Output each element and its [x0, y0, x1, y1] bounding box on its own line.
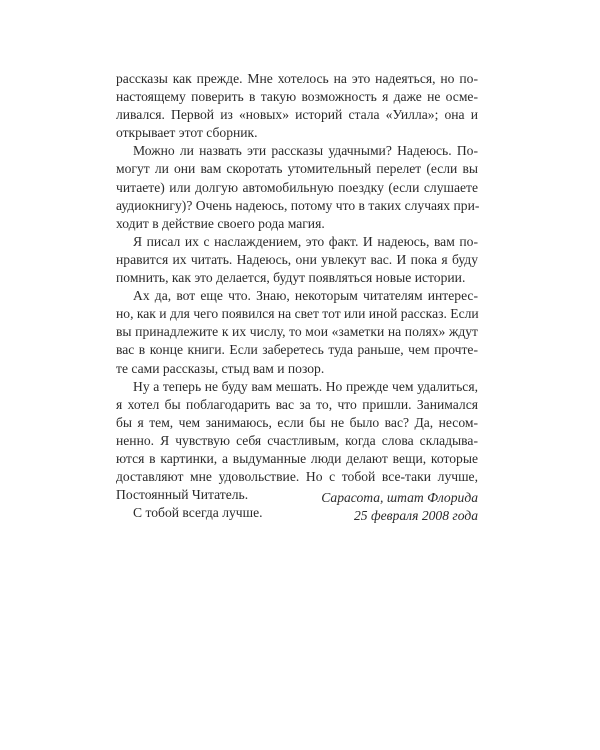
- text-line: доставляют мне удовольствие. Но с тобой все-таки лучше,: [116, 469, 478, 485]
- signature-block: [116, 489, 478, 525]
- text-line: ются в картинки, а выдуманные люди делают вещи, которые: [116, 450, 478, 466]
- text-line: Постоянный Читатель.: [116, 487, 249, 503]
- text-line: те сами рассказы, стыд вам и позор.: [116, 360, 325, 376]
- text-line: бы я тем, чем занимаюсь, если бы не было вас? Да, несом-: [116, 414, 478, 430]
- text-line: открывает этот сборник.: [116, 125, 258, 141]
- text-line: но, как и для чего появился на свет тот или иной рассказ. Если: [116, 306, 479, 322]
- text-line: Я писал их с наслаждением, это факт. И надеюсь, вам по-: [133, 233, 478, 249]
- text-line: читаете) или долгую автомобильную поездку (если слушаете: [116, 179, 478, 195]
- text-line: аудиокнигу)? Очень надеюсь, потому что в таких случаях при-: [116, 197, 480, 213]
- text-line: Ну а теперь не буду вам мешать. Но прежде чем удалиться,: [133, 378, 478, 394]
- text-line: ходит в действие своего рода магия.: [116, 215, 325, 231]
- text-line: Можно ли назвать эти рассказы удачными? Надеюсь. По-: [133, 143, 478, 159]
- signature-date: 25 февраля 2008 года: [354, 508, 478, 524]
- text-line: нравится их читать. Надеюсь, они увлекут вас. И пока я буду: [116, 251, 478, 267]
- book-page: [116, 70, 478, 522]
- text-line: рассказы как прежде. Мне хотелось на это надеяться, но по-: [116, 71, 478, 86]
- text-line: Ах да, вот еще что. Знаю, некоторым читателям интерес-: [133, 288, 478, 304]
- signature-place: Сарасота, штат Флорида: [321, 490, 478, 505]
- text-line: вы принадлежите к их числу, то мои «заметки на полях» ждут: [116, 324, 478, 340]
- text-line: ливался. Первой из «новых» историй стала «Уилла»; она и: [116, 107, 478, 123]
- text-line: могут ли они вам скоротать утомительный перелет (если вы: [116, 161, 478, 177]
- text-line: вас в конце книги. Если заберетесь туда раньше, чем прочте-: [116, 342, 478, 358]
- text-line: настоящему поверить в такую возможность я даже не осме-: [116, 89, 478, 105]
- text-line: ненно. Я чувствую себя счастливым, когда слова складыва-: [116, 432, 478, 448]
- text-line: я хотел бы поблагодарить вас за то, что пришли. Занимался: [116, 396, 478, 412]
- text-line: С тобой всегда лучше.: [133, 505, 263, 521]
- main-text: [116, 70, 478, 522]
- text-line: помнить, как это делается, будут появляться новые истории.: [116, 270, 466, 286]
